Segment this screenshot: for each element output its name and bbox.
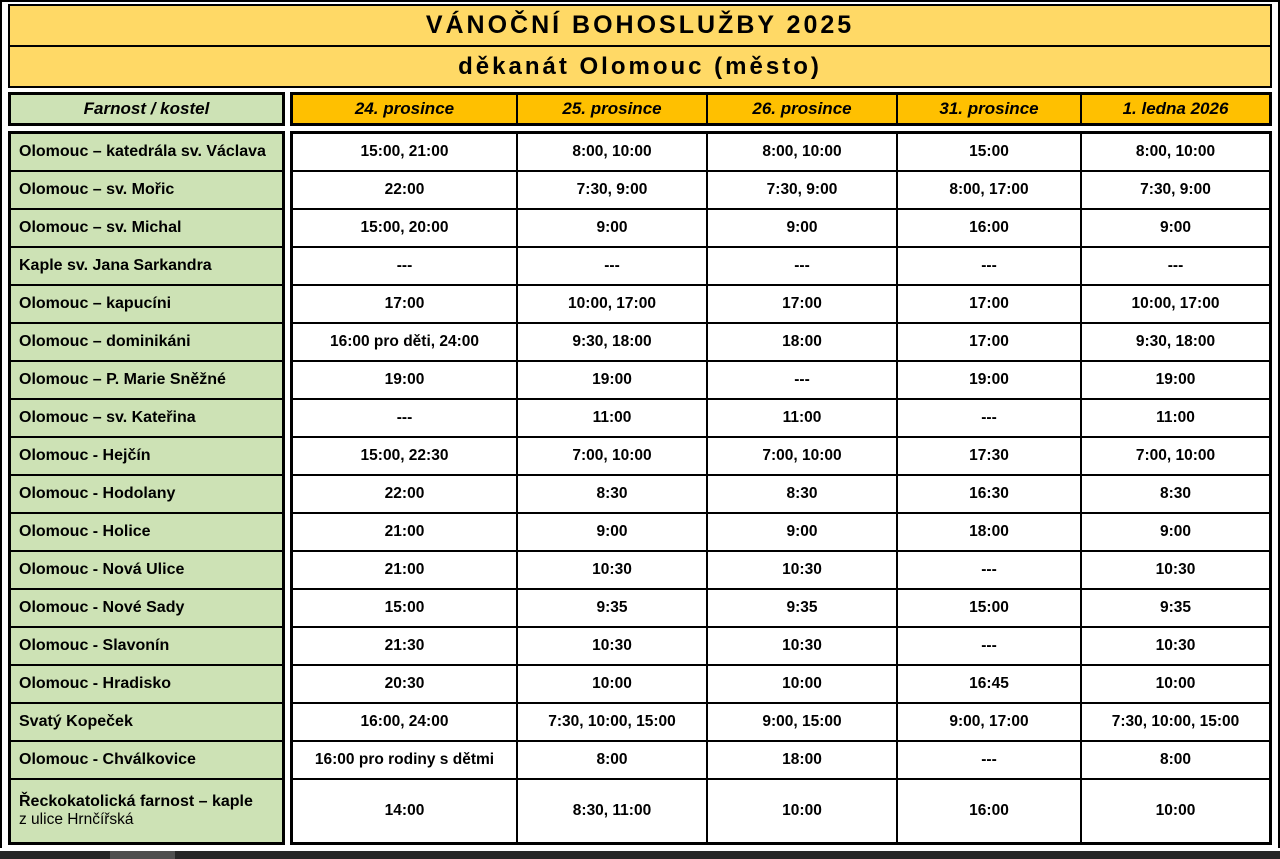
time-cell: 11:00 [518,400,708,436]
church-name-text: Olomouc - Holice [19,522,151,540]
time-cell: 7:30, 9:00 [1140,181,1211,198]
church-name-cell [11,324,282,362]
time-cell: 10:00, 17:00 [1131,295,1220,312]
church-name-text: Olomouc - Slavonín [19,636,170,654]
date-header-cell: 24. prosince [293,95,518,123]
church-name-text: Olomouc - Nová Ulice [19,560,185,578]
table-row [293,438,1269,476]
time-cell: 11:00 [708,400,898,436]
time-cell: 19:00 [293,362,518,398]
table-row [293,704,1269,742]
church-name-text: Olomouc - Hodolany [19,484,176,502]
time-cell: 7:30, 10:00, 15:00 [518,704,708,740]
church-name-text: Olomouc – P. Marie Sněžné [19,370,226,388]
church-name-column [8,131,285,845]
church-name-text: Olomouc – kapucíni [19,294,172,312]
time-cell: 16:30 [898,476,1082,512]
church-name-subtext: z ulice Hrnčířská [19,811,134,829]
table-row [293,134,1269,172]
time-cell: --- [898,552,1082,588]
time-cell: 7:00, 10:00 [518,438,708,474]
time-cell: 10:30 [518,628,708,664]
time-cell: 8:30 [708,476,898,512]
time-cell: 21:00 [293,514,518,550]
page-title: VÁNOČNÍ BOHOSLUŽBY 2025 [425,11,855,39]
time-cell: --- [1167,257,1184,274]
time-cell: 9:00 [1159,219,1192,236]
time-cell: 18:00 [708,742,898,778]
time-cell: 22:00 [293,172,518,208]
time-cell: 7:00, 10:00 [1135,447,1216,464]
church-name-cell [11,134,282,172]
time-cell: 15:00, 21:00 [293,134,518,170]
time-cell: 9:00, 15:00 [708,704,898,740]
time-cell: 9:35 [1159,599,1192,616]
church-name-text: Olomouc - Hejčín [19,446,151,464]
time-cell: 10:00, 17:00 [518,286,708,322]
table-row [293,362,1269,400]
church-name-text: Řeckokatolická farnost – kaple [19,792,253,810]
table-row [293,400,1269,438]
time-cell: 19:00 [898,362,1082,398]
time-cell: 10:30 [1155,637,1196,654]
column-header-farnost-kostel: Farnost / kostel [8,92,285,126]
church-name-cell [11,742,282,780]
church-name-text: Olomouc - Chválkovice [19,750,196,768]
time-cell: 10:00 [708,666,898,702]
time-cell: 7:30, 9:00 [518,172,708,208]
table-row [293,248,1269,286]
church-name-cell [11,590,282,628]
time-cell: 9:00 [1159,523,1192,540]
table-row [293,590,1269,628]
time-cell: 8:00, 17:00 [898,172,1082,208]
table-row [293,324,1269,362]
time-cell: 20:30 [293,666,518,702]
time-cell: 17:00 [898,286,1082,322]
church-name-text: Olomouc – dominikáni [19,332,191,350]
time-cell: --- [518,248,708,284]
table-row [293,172,1269,210]
time-cell: --- [708,248,898,284]
bottom-bar [0,851,1280,859]
service-times-grid [290,131,1272,845]
time-cell: 21:30 [293,628,518,664]
time-cell: 16:00 [898,210,1082,246]
table-row [293,210,1269,248]
church-name-text: Kaple sv. Jana Sarkandra [19,256,212,274]
church-name-cell [11,362,282,400]
time-cell: 10:30 [708,628,898,664]
time-cell: 15:00 [898,134,1082,170]
time-cell: 8:00, 10:00 [1135,143,1216,160]
time-cell: 9:35 [708,590,898,626]
time-cell: --- [898,628,1082,664]
church-name-text: Olomouc – katedrála sv. Václava [19,142,266,160]
time-cell: 17:00 [898,324,1082,360]
time-cell: 7:30, 10:00, 15:00 [1111,713,1240,730]
table-row [293,628,1269,666]
time-cell: 16:45 [898,666,1082,702]
time-cell: 11:00 [1156,409,1195,426]
time-cell: 14:00 [293,780,518,842]
church-name-cell [11,704,282,742]
time-cell: 9:00 [518,514,708,550]
time-cell: 15:00, 22:30 [293,438,518,474]
time-cell: 10:30 [1155,561,1196,578]
time-cell: 18:00 [898,514,1082,550]
time-cell: 8:30 [1159,485,1192,502]
page-subtitle: děkanát Olomouc (město) [458,52,822,80]
time-cell: 21:00 [293,552,518,588]
time-cell: 8:00 [518,742,708,778]
time-cell: 19:00 [1155,371,1196,388]
time-cell: 15:00 [293,590,518,626]
church-name-text: Olomouc – sv. Mořic [19,180,175,198]
time-cell: 7:30, 9:00 [708,172,898,208]
time-cell: 8:00 [1159,751,1192,768]
church-name-text: Olomouc - Nové Sady [19,598,185,616]
church-name-cell [11,666,282,704]
church-name-cell [11,248,282,286]
date-header-cell: 25. prosince [518,95,708,123]
time-cell: 9:00 [708,210,898,246]
time-cell: 9:00, 17:00 [898,704,1082,740]
time-cell: 9:35 [518,590,708,626]
time-cell: 15:00 [898,590,1082,626]
time-cell: 17:00 [708,286,898,322]
table-row [293,780,1269,842]
church-name-cell [11,438,282,476]
time-cell: 9:30, 18:00 [1135,333,1216,350]
table-row [293,476,1269,514]
time-cell: --- [293,400,518,436]
time-cell: --- [898,742,1082,778]
church-name-text: Olomouc – sv. Kateřina [19,408,196,426]
church-name-cell [11,514,282,552]
bottom-bar-segment [110,851,175,859]
date-header-cell: 1. ledna 2026 [1122,99,1229,118]
time-cell: 8:00, 10:00 [708,134,898,170]
time-cell: 9:30, 18:00 [518,324,708,360]
time-cell: --- [898,400,1082,436]
time-cell: 8:30, 11:00 [518,780,708,842]
time-cell: 16:00, 24:00 [293,704,518,740]
title-banner [8,4,1272,88]
church-name-cell [11,476,282,514]
time-cell: 10:00 [518,666,708,702]
time-cell: 8:30 [518,476,708,512]
time-cell: 15:00, 20:00 [293,210,518,246]
time-cell: 10:00 [1155,802,1196,819]
time-cell: 9:00 [518,210,708,246]
table-row [293,742,1269,780]
time-cell: 19:00 [518,362,708,398]
time-cell: 16:00 pro děti, 24:00 [293,324,518,360]
table-row [293,666,1269,704]
church-name-text: Olomouc – sv. Michal [19,218,182,236]
time-cell: 18:00 [708,324,898,360]
time-cell: 10:30 [518,552,708,588]
church-name-cell [11,210,282,248]
time-cell: --- [293,248,518,284]
time-cell: 17:30 [898,438,1082,474]
church-name-cell [11,628,282,666]
table-row [293,552,1269,590]
date-header-row [290,92,1272,126]
church-name-text: Olomouc - Hradisko [19,674,172,692]
time-cell: 16:00 pro rodiny s dětmi [293,742,518,778]
time-cell: --- [708,362,898,398]
table-row [293,514,1269,552]
table-row [293,286,1269,324]
church-name-cell [11,172,282,210]
date-header-cell: 26. prosince [708,95,898,123]
time-cell: 10:00 [708,780,898,842]
church-name-cell [11,552,282,590]
church-name-cell [11,286,282,324]
time-cell: --- [898,248,1082,284]
date-header-cell: 31. prosince [898,95,1082,123]
time-cell: 7:00, 10:00 [708,438,898,474]
time-cell: 17:00 [293,286,518,322]
time-cell: 9:00 [708,514,898,550]
time-cell: 10:30 [708,552,898,588]
time-cell: 22:00 [293,476,518,512]
time-cell: 16:00 [898,780,1082,842]
time-cell: 10:00 [1155,675,1196,692]
time-cell: 8:00, 10:00 [518,134,708,170]
church-name-cell [11,780,282,842]
church-name-cell [11,400,282,438]
church-name-text: Svatý Kopeček [19,712,133,730]
